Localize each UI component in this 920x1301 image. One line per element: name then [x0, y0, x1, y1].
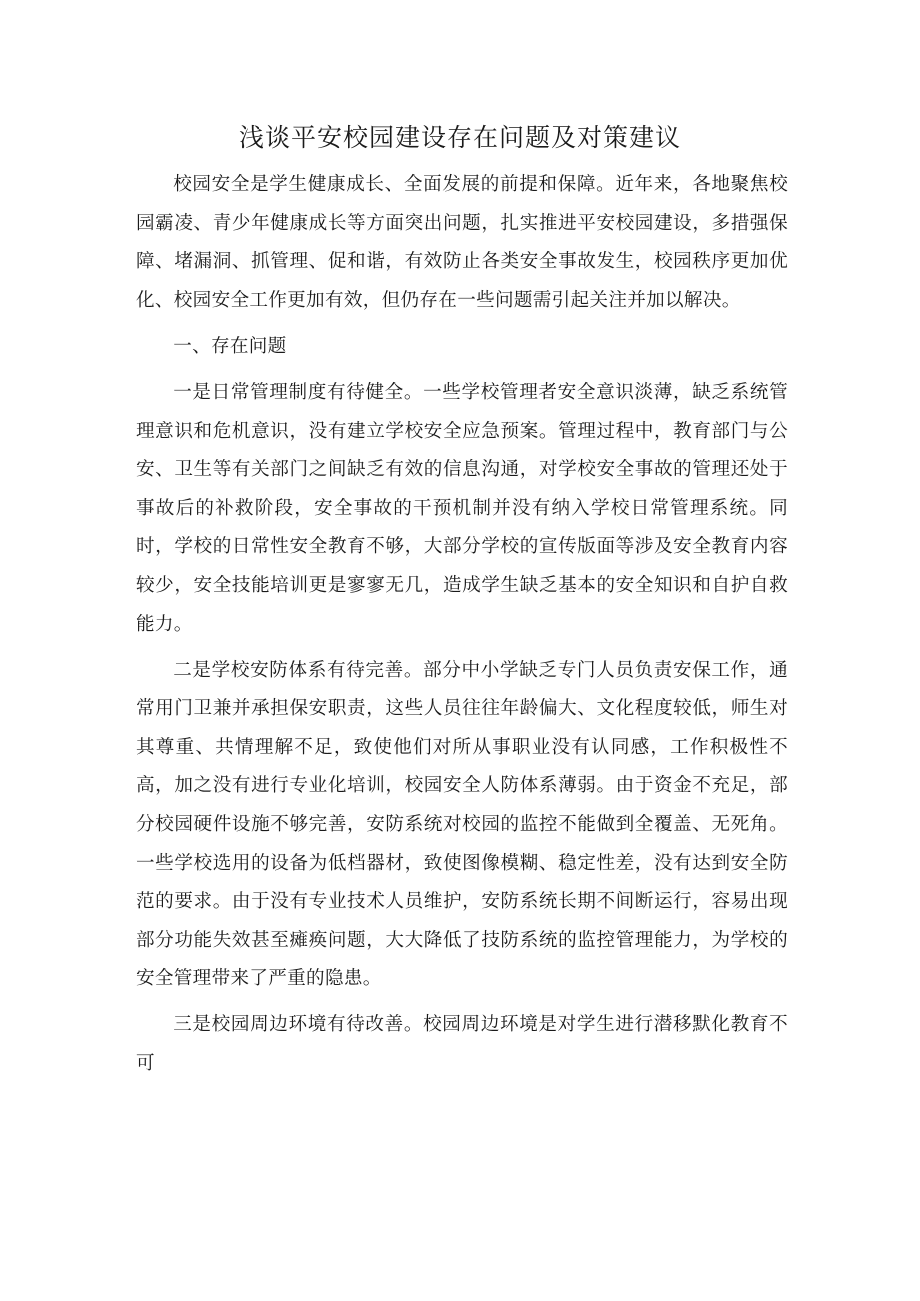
paragraph-issue-3: 三是校园周边环境有待改善。校园周边环境是对学生进行潜移默化教育不可 [136, 1014, 788, 1075]
document-body [136, 166, 788, 1084]
document-title: 浅谈平安校园建设存在问题及对策建议 [238, 123, 681, 152]
section-heading: 一、存在问题 [173, 335, 287, 357]
paragraph-intro: 校园安全是学生健康成长、全面发展的前提和保障。近年来，各地聚焦校园霸凌、青少年健康成长等方面突出问题，扎实推进平安校园建设，多措强保障、堵漏洞、抓管理、促和谐，有效防止各类安全事故发生，校园秩序更加优化、校园安全工作更加有效，但仍存在一些问题需引起关注并加以解决。 [136, 174, 788, 311]
paragraph-issue-1: 一是日常管理制度有待健全。一些学校管理者安全意识淡薄，缺乏系统管理意识和危机意识，没有建立学校安全应急预案。管理过程中，教育部门与公安、卫生等有关部门之间缺乏有效的信息沟通，对学校安全事故的管理还处于事故后的补救阶段，安全事故的干预机制并没有纳入学校日常管理系统。同时，学校的日常性安全教育不够，大部分学校的宣传版面等涉及安全教育内容较少，安全技能培训更是寥寥无几，造成学生缺乏基本的安全知识和自护自救能力。 [136, 381, 788, 635]
paragraph-issue-2: 二是学校安防体系有待完善。部分中小学缺乏专门人员负责安保工作，通常用门卫兼并承担保安职责，这些人员往往年龄偏大、文化程度较低，师生对其尊重、共情理解不足，致使他们对所从事职业没有认同感，工作积极性不高，加之没有进行专业化培训，校园安全人防体系薄弱。由于资金不充足，部分校园硬件设施不够完善，安防系统对校园的监控不能做到全覆盖、无死角。一些学校选用的设备为低档器材，致使图像模糊、稳定性差，没有达到安全防范的要求。由于没有专业技术人员维护，安防系统长期不间断运行，容易出现部分功能失效甚至瘫痪问题，大大降低了技防系统的监控管理能力，为学校的安全管理带来了严重的隐患。 [136, 659, 788, 990]
